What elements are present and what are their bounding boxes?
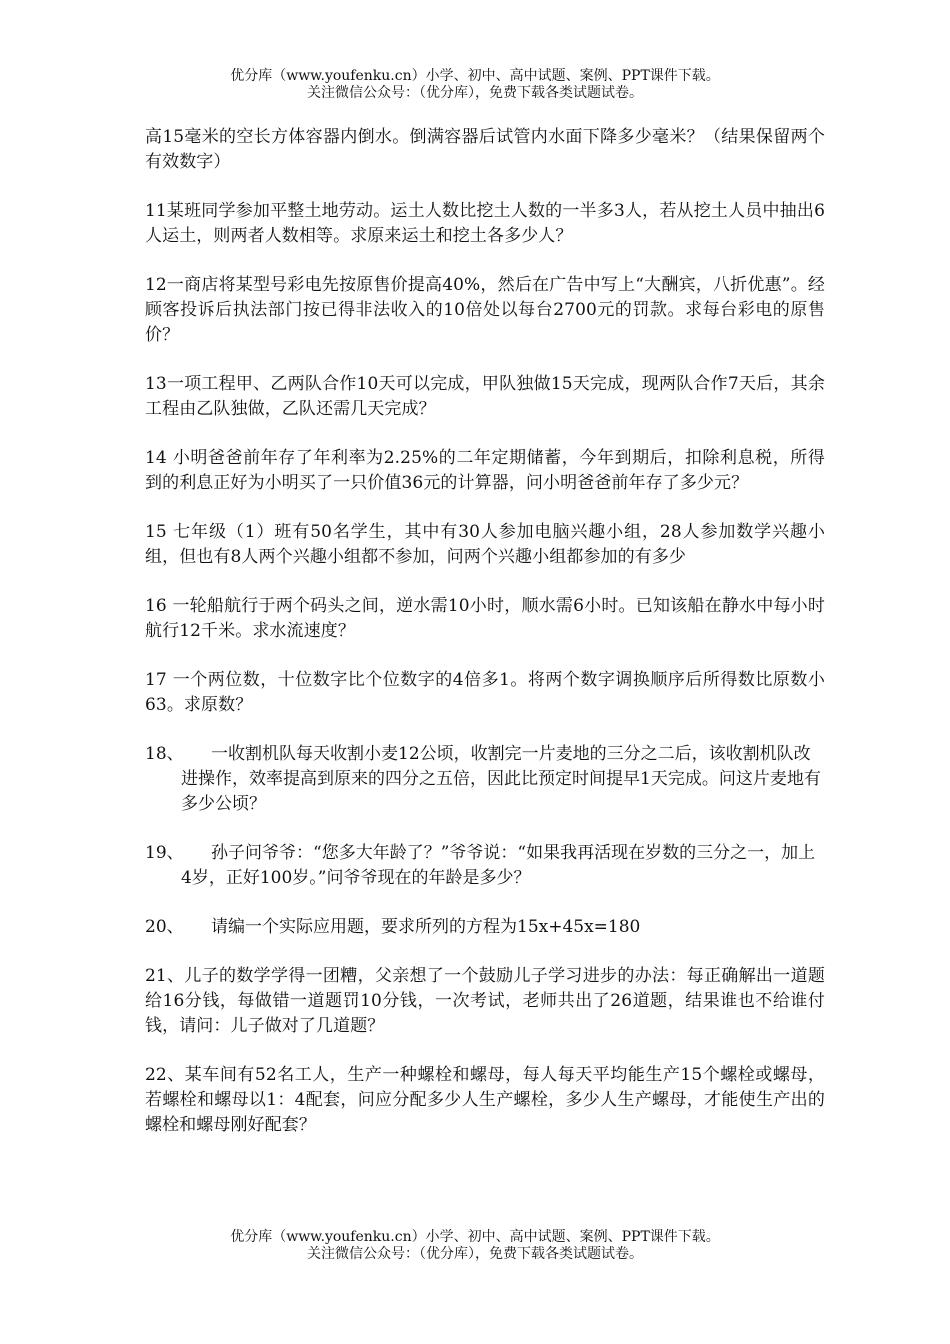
footer-line-1: 优分库（www.youfenku.cn）小学、初中、高中试题、案例、PPT课件下载。: [230, 1229, 720, 1245]
problem-13: 13一项工程甲、乙两队合作10天可以完成，甲队独做15天完成，现两队合作7天后，其余工程由乙队独做，乙队还需几天完成？: [145, 374, 825, 419]
problem-12: 12一商店将某型号彩电先按原售价提高40%，然后在广告中写上“大酬宾，八折优惠”。经顾客投诉后执法部门按已得非法收入的10倍处以每台2700元的罚款。求每台彩电的原售价？: [145, 275, 825, 345]
problem-11: 11某班同学参加平整土地劳动。运土人数比挖土人数的一半多3人，若从挖土人员中抽出6人运土，则两者人数相等。求原来运土和挖土各多少人？: [145, 201, 825, 246]
page-footer: [0, 1229, 950, 1263]
problem-20: [145, 915, 825, 940]
footer-line-2: 关注微信公众号：（优分库），免费下载各类试题试卷。: [307, 1246, 643, 1262]
document-body: [145, 125, 825, 1162]
page-header: [0, 68, 950, 102]
header-line-2: 关注微信公众号：（优分库），免费下载各类试题试卷。: [307, 85, 643, 101]
problem-17: 17 一个两位数，十位数字比个位数字的4倍多1。将两个数字调换顺序后所得数比原数小63。求原数？: [145, 670, 825, 715]
problem-20-number: 20、: [145, 917, 184, 937]
header-line-1: 优分库（www.youfenku.cn）小学、初中、高中试题、案例、PPT课件下载。: [230, 68, 720, 84]
problem-16: 16 一轮船航行于两个码头之间，逆水需10小时，顺水需6小时。已知该船在静水中每小时航行12千米。求水流速度？: [145, 596, 825, 641]
problem-10-continuation: 高15毫米的空长方体容器内倒水。倒满容器后试管内水面下降多少毫米？（结果保留两个有效数字）: [145, 127, 825, 172]
problem-18-number: 18、: [145, 744, 184, 764]
problem-19-number: 19、: [145, 843, 184, 863]
problem-18-text: 一收割机队每天收割小麦12公顷，收割完一片麦地的三分之二后，该收割机队改进操作，效率提高到原来的四分之五倍，因此比预定时间提早1天完成。问这片麦地有多少公顷？: [181, 744, 821, 814]
problem-19-text: 孙子问爷爷：“您多大年龄了？”爷爷说：“如果我再活现在岁数的三分之一，加上4岁，正好100岁。”问爷爷现在的年龄是多少？: [181, 843, 816, 888]
problem-19: [145, 841, 825, 891]
problem-15: 15 七年级（1）班有50名学生，其中有30人参加电脑兴趣小组，28人参加数学兴趣小组，但也有8人两个兴趣小组都不参加，问两个兴趣小组都参加的有多少: [145, 522, 825, 567]
problem-18: [145, 742, 825, 817]
problem-22: 22、某车间有52名工人，生产一种螺栓和螺母，每人每天平均能生产15个螺栓或螺母，若螺栓和螺母以1：4配套，问应分配多少人生产螺栓，多少人生产螺母，才能使生产出的螺栓和螺母刚好配套？: [145, 1065, 825, 1135]
problem-14: 14 小明爸爸前年存了年利率为2.25%的二年定期储蓄，今年到期后，扣除利息税，所得到的利息正好为小明买了一只价值36元的计算器，问小明爸爸前年存了多少元？: [145, 448, 825, 493]
problem-21: 21、儿子的数学学得一团糟，父亲想了一个鼓励儿子学习进步的办法：每正确解出一道题给16分钱，每做错一道题罚10分钱，一次考试，老师共出了26道题，结果谁也不给谁付钱，请问：儿子做对了几道题？: [145, 966, 825, 1036]
problem-20-text: 请编一个实际应用题，要求所列的方程为15x+45x=180: [211, 917, 641, 937]
